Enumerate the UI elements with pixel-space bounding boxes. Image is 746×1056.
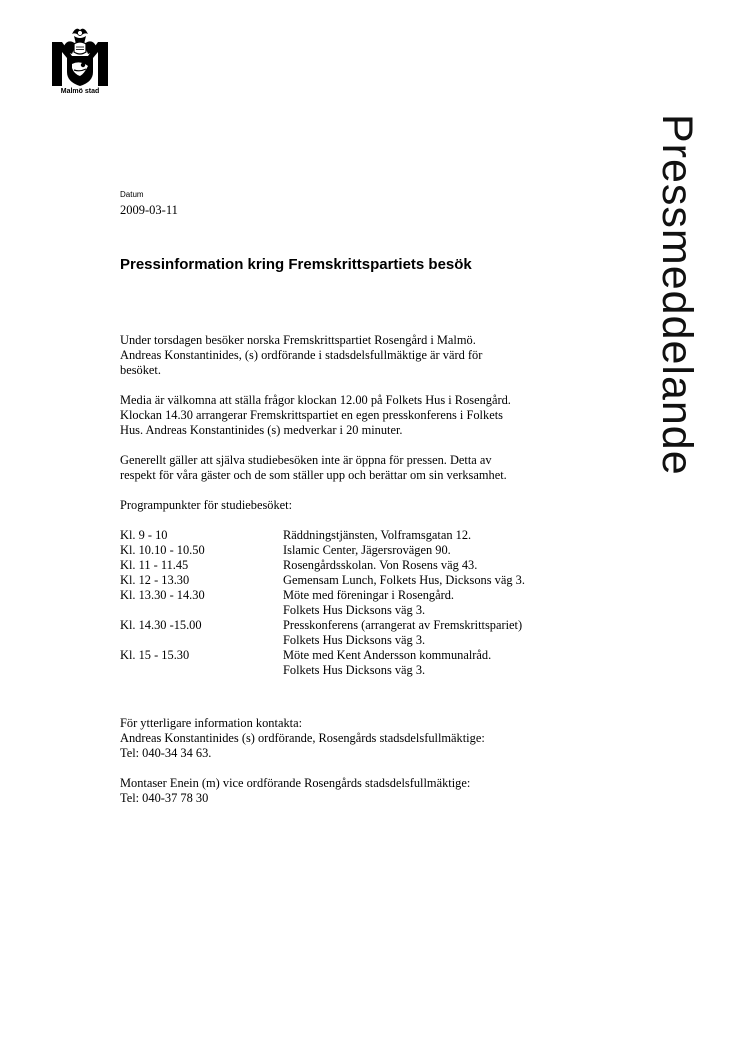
contact-phone: Tel: 040-37 78 30 xyxy=(120,791,209,805)
program-list xyxy=(120,498,600,678)
program-time: Kl. 14.30 -15.00 xyxy=(120,618,202,632)
document-type-title: Pressmeddelande xyxy=(653,114,701,476)
text-line: Möte med Kent Andersson kommunalråd. xyxy=(283,648,492,662)
malmo-stad-logo xyxy=(50,24,110,98)
program-description: Rosengårdsskolan. Von Rosens väg 43. xyxy=(283,558,478,572)
program-time: Kl. 12 - 13.30 xyxy=(120,573,190,587)
program-title: Programpunkter för studiebesöket: xyxy=(120,498,293,512)
program-description xyxy=(283,618,600,648)
contact-phone: Tel: 040-34 34 63. xyxy=(120,746,212,760)
program-row xyxy=(120,618,600,648)
program-time: Kl. 10.10 - 10.50 xyxy=(120,543,205,557)
logo-text: Malmö stad xyxy=(60,88,100,95)
text-line: Hus. Andreas Konstantinides (s) medverkar i 20 minuter. xyxy=(120,423,403,437)
program-time: Kl. 9 - 10 xyxy=(120,528,168,542)
program-time: Kl. 11 - 11.45 xyxy=(120,558,189,572)
program-description: Gemensam Lunch, Folkets Hus, Dicksons väg 3. xyxy=(283,573,525,587)
text-line: respekt för våra gäster och de som ställer upp och berättar om sin verksamhet. xyxy=(120,468,507,482)
press-release-body xyxy=(120,333,600,821)
contact-person: Andreas Konstantinides (s) ordförande, Rosengårds stadsdelsfullmäktige: xyxy=(120,731,485,745)
text-line: Folkets Hus Dicksons väg 3. xyxy=(283,633,426,647)
contact-paragraph xyxy=(120,716,600,761)
program-row xyxy=(120,528,600,543)
text-line: Folkets Hus Dicksons väg 3. xyxy=(283,603,426,617)
program-description xyxy=(283,648,600,678)
paragraph-intro xyxy=(120,333,600,378)
text-line: Andreas Konstantinides, (s) ordförande i stadsdelsfullmäktige är värd för xyxy=(120,348,483,362)
date-label: Datum xyxy=(120,190,144,199)
paragraph-general xyxy=(120,453,600,483)
program-description: Räddningstjänsten, Volframsgatan 12. xyxy=(283,528,472,542)
contact-person: Montaser Enein (m) vice ordförande Rosengårds stadsdelsfullmäktige: xyxy=(120,776,471,790)
text-line: besöket. xyxy=(120,363,161,377)
program-time: Kl. 13.30 - 14.30 xyxy=(120,588,205,602)
contact-section xyxy=(120,716,600,806)
contact-paragraph xyxy=(120,776,600,806)
text-line: Generellt gäller att själva studiebesöken inte är öppna för pressen. Detta av xyxy=(120,453,492,467)
text-line: Klockan 14.30 arrangerar Fremskrittspartiet en egen presskonferens i Folkets xyxy=(120,408,503,422)
program-time: Kl. 15 - 15.30 xyxy=(120,648,190,662)
press-release-heading: Pressinformation kring Fremskrittspartiets besök xyxy=(120,256,472,273)
program-row xyxy=(120,573,600,588)
paragraph-media xyxy=(120,393,600,438)
date-value: 2009-03-11 xyxy=(120,203,178,217)
coat-of-arms-icon xyxy=(50,24,110,86)
program-description xyxy=(283,588,600,618)
program-row xyxy=(120,588,600,618)
text-line: Möte med föreningar i Rosengård. xyxy=(283,588,455,602)
program-description: Islamic Center, Jägersrovägen 90. xyxy=(283,543,451,557)
text-line: Presskonferens (arrangerat av Fremskrittspariet) xyxy=(283,618,523,632)
text-line: Media är välkomna att ställa frågor klockan 12.00 på Folkets Hus i Rosengård. xyxy=(120,393,511,407)
program-row xyxy=(120,648,600,678)
contact-intro: För ytterligare information kontakta: xyxy=(120,716,303,730)
program-row xyxy=(120,558,600,573)
program-row xyxy=(120,543,600,558)
text-line: Folkets Hus Dicksons väg 3. xyxy=(283,663,426,677)
text-line: Under torsdagen besöker norska Fremskrittspartiet Rosengård i Malmö. xyxy=(120,333,476,347)
